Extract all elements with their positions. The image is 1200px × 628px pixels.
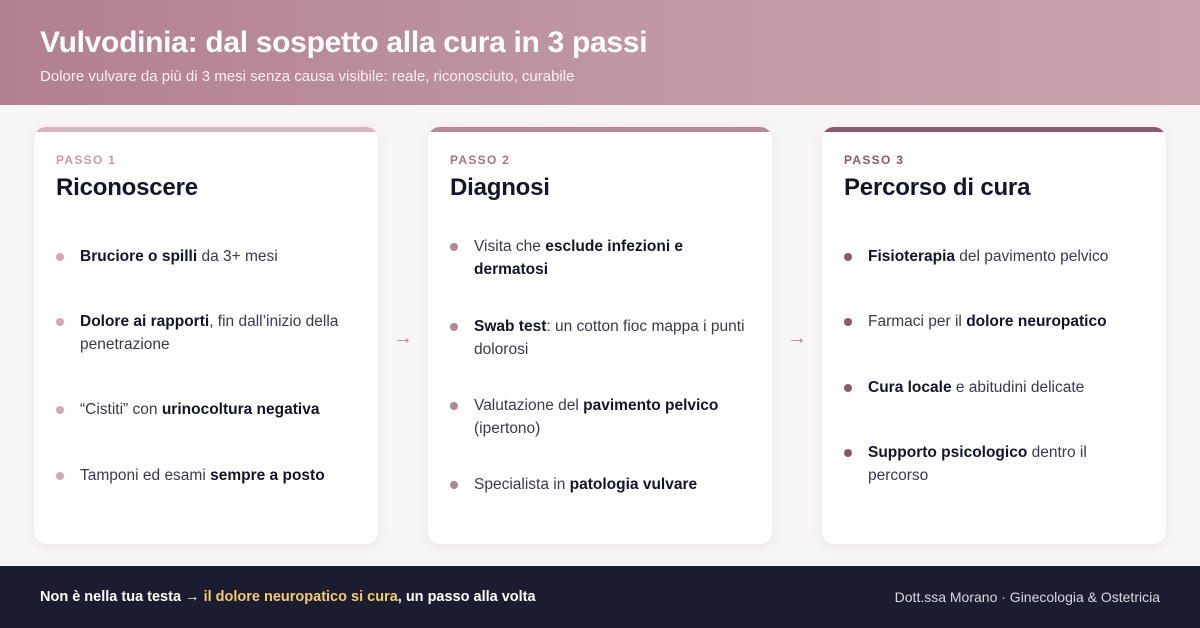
bullet-dot-icon [450, 481, 458, 489]
list-item: Fisioterapia del pavimento pelvico [844, 245, 1144, 268]
list-item: Swab test: un cotton fioc mappa i punti dolorosi [450, 315, 750, 361]
bullet-dot-icon [844, 384, 852, 392]
step-label: PASSO 3 [844, 153, 905, 167]
list-item: Cura locale e abitudini delicate [844, 376, 1144, 399]
list-item: Farmaci per il dolore neuropatico [844, 310, 1144, 333]
bullet-dot-icon [56, 318, 64, 326]
step-title: Riconoscere [56, 174, 198, 201]
footer-highlight: il dolore neuropatico si cura [203, 589, 398, 605]
step-card-2 [428, 127, 772, 544]
bullet-dot-icon [56, 406, 64, 414]
bullet-dot-icon [56, 253, 64, 261]
step-card-3 [822, 127, 1166, 544]
list-item: Dolore ai rapporti, fin dall’inizio della penetrazione [56, 310, 356, 356]
footer-bar [0, 566, 1200, 628]
bullet-dot-icon [844, 253, 852, 261]
step-label: PASSO 1 [56, 153, 117, 167]
bullet-dot-icon [450, 402, 458, 410]
footer-message: Non è nella tua testa → il dolore neuropatico si cura, un passo alla volta [40, 589, 536, 605]
step-title: Percorso di cura [844, 174, 1031, 201]
step-card-1 [34, 127, 378, 544]
step-title: Diagnosi [450, 174, 550, 201]
page-subtitle: Dolore vulvare da più di 3 mesi senza causa visibile: reale, riconosciuto, curabile [40, 68, 575, 85]
arrow-right-icon: → [787, 327, 807, 349]
list-item: Specialista in patologia vulvare [450, 473, 750, 496]
bullet-dot-icon [56, 472, 64, 480]
list-item: Tamponi ed esami sempre a posto [56, 464, 356, 487]
list-item: Supporto psicologico dentro il percorso [844, 441, 1144, 487]
header-banner [0, 0, 1200, 105]
bullet-dot-icon [844, 449, 852, 457]
footer-author: Dott.ssa Morano · Ginecologia & Ostetricia [894, 589, 1160, 605]
bullet-dot-icon [450, 243, 458, 251]
bullet-dot-icon [844, 318, 852, 326]
list-item: “Cistiti” con urinocoltura negativa [56, 398, 356, 421]
page-title: Vulvodinia: dal sospetto alla cura in 3 passi [40, 26, 648, 59]
list-item: Bruciore o spilli da 3+ mesi [56, 245, 356, 268]
arrow-right-icon: → [393, 327, 413, 349]
list-item: Valutazione del pavimento pelvico (ipertono) [450, 394, 750, 440]
list-item: Visita che esclude infezioni e dermatosi [450, 235, 750, 281]
bullet-dot-icon [450, 323, 458, 331]
step-label: PASSO 2 [450, 153, 511, 167]
